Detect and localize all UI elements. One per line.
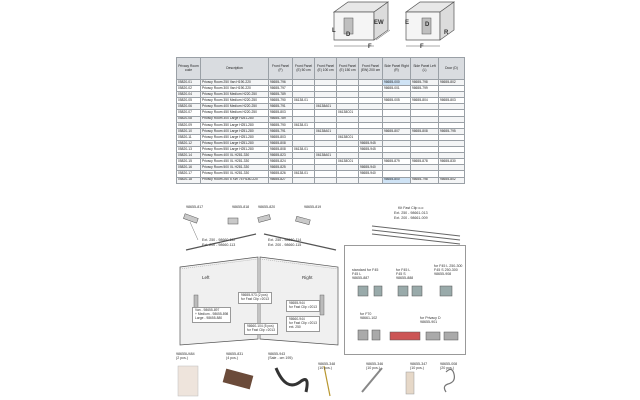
table-cell: 05820-06: [177, 104, 201, 110]
table-cell: 05820-01: [177, 80, 201, 86]
table-cell: 98655-790: [269, 122, 293, 128]
table-cell: Privacy Room 450 Medium H220-250: [201, 110, 269, 116]
bottom-part-943: 98655-943 (Sale - cm 195): [268, 352, 293, 361]
table-cell: Privacy Room 350 Medium H220-250: [201, 98, 269, 104]
column-header: Description: [201, 58, 269, 80]
bottom-part-347: 98655-347 (10 pcs.): [410, 362, 428, 371]
table-cell: 98655-824: [269, 159, 293, 165]
table-cell: [337, 177, 359, 183]
table-cell: 05820-15: [177, 159, 201, 165]
bottom-part-484: 98655U484 (2 pcs.): [176, 352, 195, 361]
kit-rails-drawing: [368, 222, 464, 246]
table-cell: 98655-823: [269, 153, 293, 159]
kit-ext-250: Ext. 250 - 98661-013: [394, 211, 428, 215]
part-label-817: 98655-817: [186, 205, 204, 209]
table-cell: [359, 177, 383, 183]
table-cell: 05820-14: [177, 153, 201, 159]
table-cell: 98655-802: [439, 80, 465, 86]
table-cell: 98655-827: [269, 177, 293, 183]
table-cell: 98655-878: [411, 159, 439, 165]
table-cell: 98655-830: [439, 159, 465, 165]
table-cell: 06138C01: [337, 134, 359, 140]
table-cell: 98655-803: [269, 134, 293, 140]
table-cell: 05820-16: [177, 165, 201, 171]
f45s-250-label: for F45 L 250-300 F45 S 250-300 98655-908: [434, 264, 463, 277]
table-cell: 98655-796: [269, 80, 293, 86]
table-cell: 98655-940: [359, 165, 383, 171]
column-header: Front Panel (F): [269, 58, 293, 80]
table-cell: Privacy Room 550 Large H251-280: [201, 147, 269, 153]
table-cell: 98655-825: [269, 165, 293, 171]
f45s-label: for F45 L F45 S 98655-888: [396, 268, 414, 281]
ext-left-250: Ext. 250 - 98660-112: [202, 238, 236, 242]
table-cell: Privacy Room 550 XL H281-330: [201, 171, 269, 177]
part-label-820: 98655-820: [258, 205, 276, 209]
bottom-part-008: 98655-008 (20 pcs.): [440, 362, 458, 371]
van-callout: Van - 98655-897 + Medium - 98655-898 Large - 98655-880: [192, 307, 231, 323]
table-cell: 98655-945: [359, 147, 383, 153]
table-cell: 05820-17: [177, 171, 201, 177]
right-panel-label: Right: [302, 275, 313, 280]
column-header: Side Panel Right (R): [383, 58, 411, 80]
table-cell: 05820-07: [177, 110, 201, 116]
table-cell: [293, 177, 315, 183]
table-cell: Privacy Room 400 Large H251-280: [201, 128, 269, 134]
table-cell: Privacy Room 450 Large H251-280: [201, 134, 269, 140]
table-cell: 06138A01: [315, 153, 337, 159]
table-cell: 98655-802: [439, 177, 465, 183]
ext-left-200: Ext. 200 - 98660-113: [202, 243, 236, 247]
table-cell: 06138-01: [293, 122, 315, 128]
table-cell: 06138-01: [293, 171, 315, 177]
rail-parts-drawing: [176, 210, 342, 255]
table-cell: 98655-807: [383, 128, 411, 134]
table-cell: 98655-790: [269, 98, 293, 104]
diagram-right-letter-f: F: [420, 44, 424, 50]
table-cell: 98655-808: [411, 128, 439, 134]
table-cell: 05820-11: [177, 134, 201, 140]
bottom-part-831: 98655-831 (4 pcs.): [226, 352, 244, 361]
table-header-row: [177, 58, 465, 80]
diagram-right-letter-d: D: [425, 22, 430, 28]
diagram-right-letter-e: E: [405, 20, 410, 26]
bottom-part-346: 98655-346 (10 pcs.): [366, 362, 384, 371]
table-cell: 05820-18: [177, 177, 201, 183]
table-cell: 98655-808: [269, 140, 293, 146]
small-parts-drawing: [350, 322, 464, 352]
privacy-room-spec-table: [176, 57, 465, 184]
table-cell: 05820-09: [177, 122, 201, 128]
table-cell: 98655-945: [359, 140, 383, 146]
callout-fastclip-104: 98660-104 (5 pcs) for Fast Clip >2013: [244, 323, 278, 335]
table-cell: 98655-803: [439, 98, 465, 104]
table-cell: 06138C01: [337, 110, 359, 116]
table-cell: 05820-08: [177, 116, 201, 122]
table-cell: 05820-13: [177, 147, 201, 153]
ext-right-250: Ext. 250 - 98660-114: [268, 238, 302, 242]
diagram-left-letter-ew: EW: [374, 20, 384, 26]
part-label-819: 98655-819: [304, 205, 322, 209]
table-cell: 98655-826: [269, 171, 293, 177]
table-cell: Privacy Room 400 XL H281-330: [201, 153, 269, 159]
diagram-left-letter-d: D: [346, 32, 351, 38]
table-cell: Privacy Room 260 5 XW 75 H180-220: [201, 177, 269, 183]
table-cell: 98655-804: [411, 98, 439, 104]
table-cell: 98655-808: [269, 147, 293, 153]
kit-title: Kit Fast Clip o.o: [398, 206, 424, 210]
table-cell: [315, 177, 337, 183]
column-header: Privacy Room code: [177, 58, 201, 80]
table-cell: 98655-791: [269, 128, 293, 134]
table-cell: 06138-01: [293, 98, 315, 104]
table-cell: 06138-01: [293, 147, 315, 153]
part-label-818: 98655-818: [232, 205, 250, 209]
table-cell: 06138C01: [337, 159, 359, 165]
table-cell: Privacy Room 300 Large H251-280: [201, 116, 269, 122]
ext-right-200: Ext. 200 - 98660-115: [268, 243, 302, 247]
table-cell: 98655-803: [269, 110, 293, 116]
table-cell: 98655-000: [383, 80, 411, 86]
column-header: Front Panel (EW) 200 cm: [359, 58, 383, 80]
table-cell: 98655-791: [269, 104, 293, 110]
diagram-left-letter-l: L: [332, 28, 336, 34]
clip-parts-drawing: [350, 282, 464, 302]
table-cell: 98655-795: [439, 128, 465, 134]
table-cell: 05820-05: [177, 98, 201, 104]
table-cell: 98655-940: [359, 171, 383, 177]
column-header: Side Panel Left (L): [411, 58, 439, 80]
f70-label: for F70 98661-102: [360, 312, 378, 321]
table-cell: 06138A01: [315, 104, 337, 110]
table-cell: 98655-005: [383, 98, 411, 104]
diagram-right-letter-r: R: [444, 30, 449, 36]
privacy-room-diagram-right: [402, 0, 464, 55]
table-cell: 98655-798: [411, 80, 439, 86]
table-cell: 98655-789: [269, 116, 293, 122]
kit-ext-200: Ext. 200 - 98661-009: [394, 216, 428, 220]
callout-fastclip-973: 98655-973 (2 pcs) for Fast Clip >2013: [238, 292, 272, 304]
callout-fastclip-ext250: 98660-944 for Fast Clip >2013 ext. 250: [286, 316, 320, 332]
callout-fastclip-944: 98655-944 for Fast Clip >2013: [286, 300, 320, 312]
diagram-left-letter-f: F: [368, 44, 372, 50]
column-header: Front Panel (E) 150 cm: [337, 58, 359, 80]
table-cell: 05820-04: [177, 92, 201, 98]
table-cell: 98655-789: [269, 92, 293, 98]
table-cell: Privacy Room 500 XL H281-330: [201, 165, 269, 171]
left-panel-label: Left: [202, 275, 210, 280]
table-cell: 06138A01: [315, 128, 337, 134]
table-cell: 05820-12: [177, 140, 201, 146]
table-cell: 05820-10: [177, 128, 201, 134]
table-row: [177, 177, 465, 183]
column-header: Front Panel (E) 100 cm: [315, 58, 337, 80]
table-cell: 98655-799: [411, 86, 439, 92]
table-cell: Privacy Room 300 Medium H220-250: [201, 92, 269, 98]
table-cell: Privacy Room 300 Van H190-220: [201, 86, 269, 92]
table-cell: 98655-800: [383, 177, 411, 183]
standard-f45-label: standard for F45 F45 L 98655-887: [352, 268, 379, 281]
table-cell: Privacy Room 250 Van H190-220: [201, 80, 269, 86]
column-header: Front Panel (E) 50 cm: [293, 58, 315, 80]
privacy-room-diagram-left: [330, 0, 398, 55]
table-cell: Privacy Room 400 Medium H220-250: [201, 104, 269, 110]
table-cell: 98655-798: [411, 177, 439, 183]
table-cell: Privacy Room 450 XL H281-330: [201, 159, 269, 165]
bottom-part-348: 98655-348 (10 pcs.): [318, 362, 336, 371]
table-cell: Privacy Room 350 Large H251-280: [201, 122, 269, 128]
table-cell: 98655-797: [269, 86, 293, 92]
table-cell: 05820-02: [177, 86, 201, 92]
column-header: Door (D): [439, 58, 465, 80]
privacy-d-label: for Privacy D 98655-901: [420, 316, 441, 325]
table-cell: 98655-001: [383, 86, 411, 92]
table-cell: Privacy Room 500 Large H251-280: [201, 140, 269, 146]
table-cell: 98655-879: [383, 159, 411, 165]
